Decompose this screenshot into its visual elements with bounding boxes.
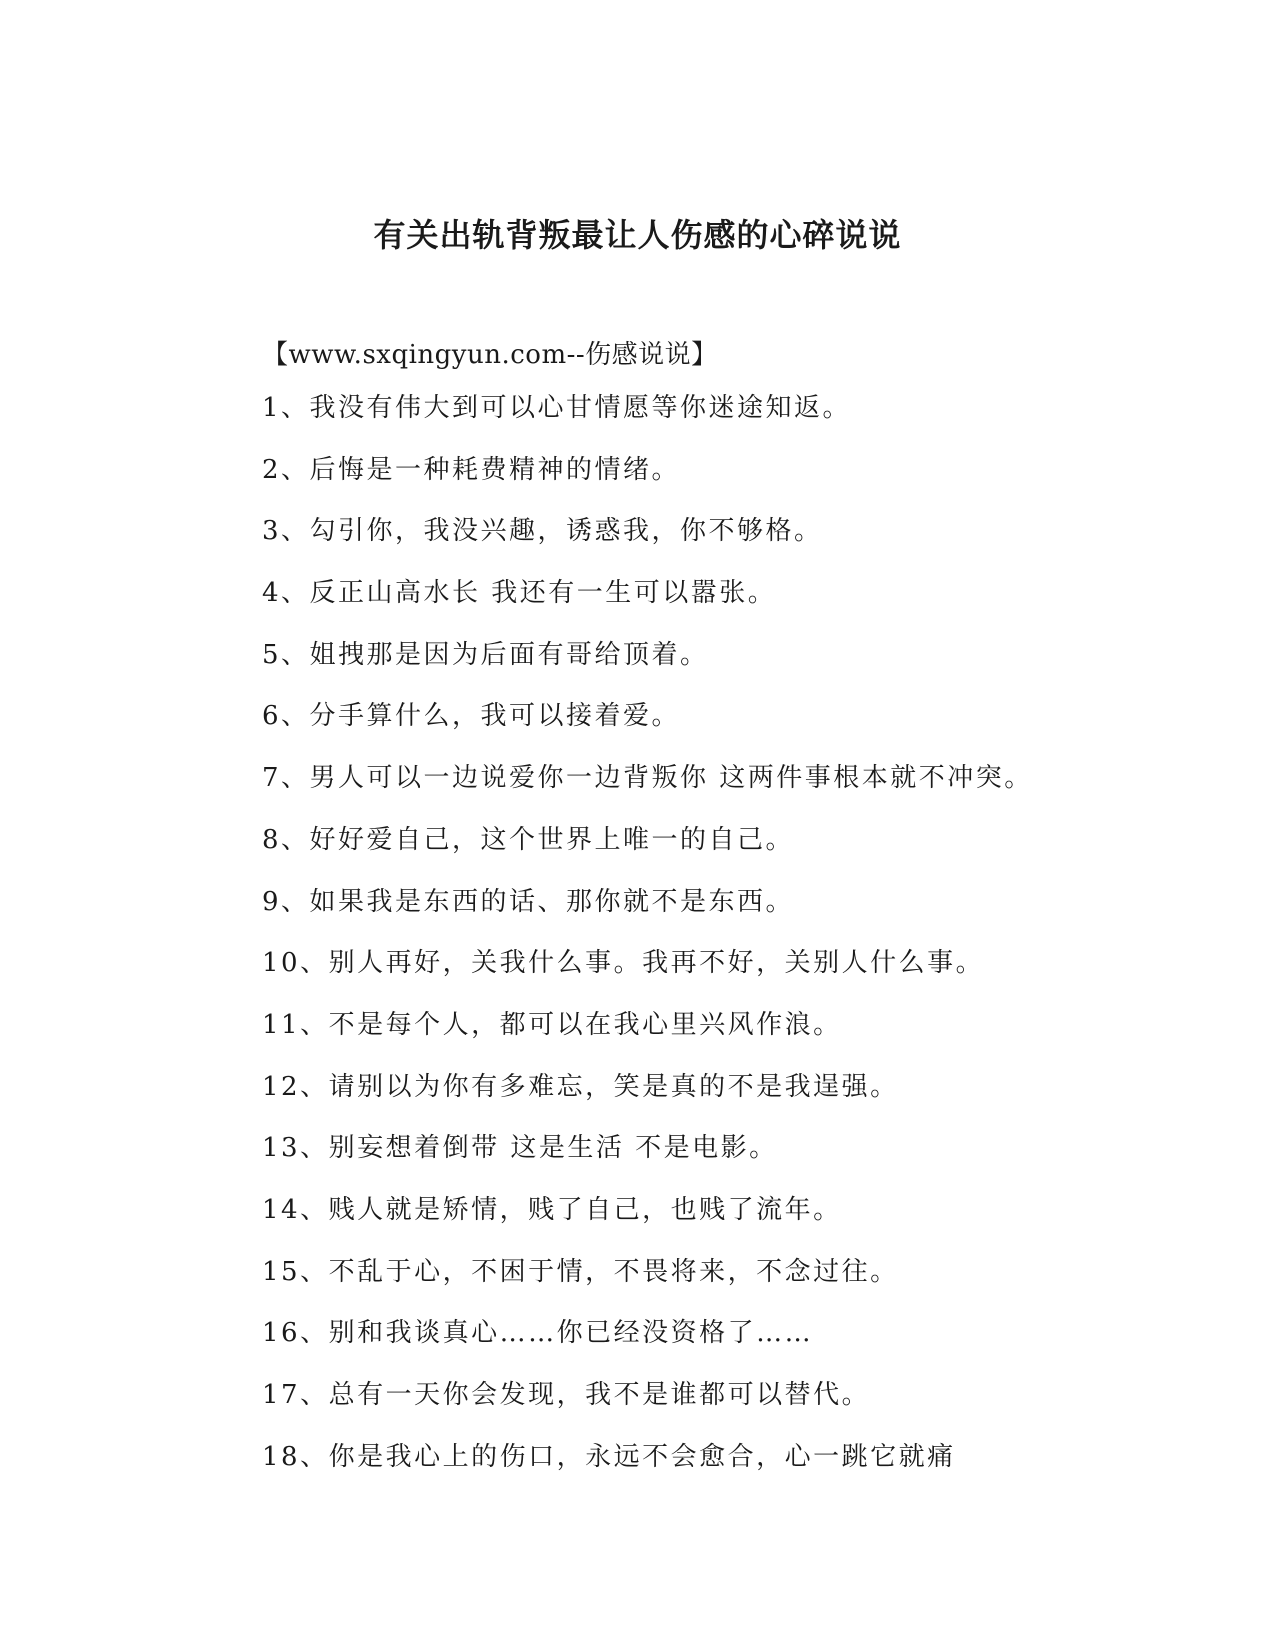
quote-line: 18、你是我心上的伤口，永远不会愈合，心一跳它就痛 (262, 1441, 956, 1472)
quote-line: 15、不乱于心，不困于情，不畏将来，不念过往。 (262, 1256, 899, 1287)
quote-line: 8、好好爱自己，这个世界上唯一的自己。 (262, 824, 795, 855)
quote-list (262, 393, 1242, 1503)
quote-line: 4、反正山高水长 我还有一生可以嚣张。 (262, 578, 777, 609)
quote-line: 2、后悔是一种耗费精神的情绪。 (262, 454, 681, 485)
quote-line: 7、男人可以一边说爱你一边背叛你 这两件事根本就不冲突。 (262, 763, 1033, 794)
quote-line: 3、勾引你，我没兴趣，诱惑我，你不够格。 (262, 516, 823, 547)
quote-line: 17、总有一天你会发现，我不是谁都可以替代。 (262, 1380, 871, 1410)
quote-line: 11、不是每个人，都可以在我心里兴风作浪。 (262, 1009, 842, 1040)
quote-line: 10、别人再好，关我什么事。我再不好，关别人什么事。 (262, 948, 985, 979)
quote-line: 5、姐拽那是因为后面有哥给顶着。 (262, 639, 709, 670)
quote-line: 6、分手算什么，我可以接着爱。 (262, 701, 681, 732)
quote-line: 14、贱人就是矫情，贱了自己，也贱了流年。 (262, 1194, 842, 1225)
quote-line: 16、别和我谈真心……你已经没资格了…… (262, 1318, 814, 1349)
quote-line: 13、别妄想着倒带 这是生活 不是电影。 (262, 1133, 778, 1164)
quote-line: 12、请别以为你有多难忘，笑是真的不是我逞强。 (262, 1071, 899, 1102)
quote-line: 9、如果我是东西的话、那你就不是东西。 (262, 886, 795, 917)
document-title: 有关出轨背叛最让人伤感的心碎说说 (373, 216, 902, 254)
source-line: 【www.sxqingyun.com--伤感说说】 (262, 340, 718, 370)
quote-line: 1、我没有伟大到可以心甘情愿等你迷途知返。 (262, 393, 852, 423)
